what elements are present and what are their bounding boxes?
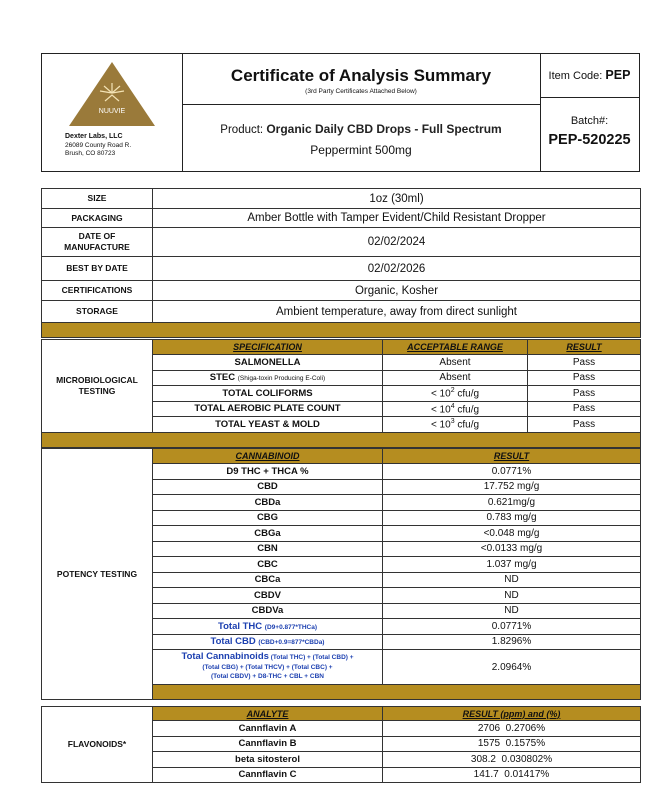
range-base: < 10 [430, 388, 451, 400]
cannabinoid-name: D9 THC + THCA % [153, 464, 383, 480]
analyte-pct: 0.2706% [505, 722, 546, 734]
column-header: SPECIFICATION [153, 340, 383, 355]
spec-range: Absent [383, 355, 528, 371]
divider-row [42, 323, 641, 338]
spec-result: Pass [528, 370, 641, 386]
product-name: Organic Daily CBD Drops - Full Spectrum [266, 122, 502, 136]
table-header-row [42, 449, 641, 464]
spec-range [383, 401, 528, 417]
potency-table [41, 448, 641, 700]
spec-range [383, 417, 528, 433]
analyte-name: beta sitosterol [153, 752, 383, 768]
total-thc-label: Total THC [218, 620, 263, 632]
product-info-table [41, 188, 641, 338]
total-cbd-label: Total CBD [210, 636, 256, 648]
item-code [540, 68, 639, 82]
total-cannabinoids-note: (Total THC) + (Total CBD) + [270, 654, 354, 662]
info-value: 02/02/2024 [153, 228, 641, 257]
table-row [42, 281, 641, 301]
range-unit: cfu/g [454, 388, 480, 400]
info-label: CERTIFICATIONS [42, 281, 153, 301]
cannabinoid-result: <0.0133 mg/g [383, 541, 641, 557]
range-exponent: 2 [450, 387, 455, 395]
title-block [182, 54, 541, 171]
info-label: STORAGE [42, 301, 153, 323]
cannabinoid-name: CBC [153, 557, 383, 573]
range-unit: cfu/g [454, 419, 480, 431]
analyte-pct: 0.1575% [505, 738, 546, 750]
page-title: Certificate of Analysis Summary [230, 66, 492, 85]
spec-name: TOTAL COLIFORMS [153, 386, 383, 402]
total-cannabinoids-note: (Total CBDV) + D8-THC + CBL + CBN [211, 673, 324, 681]
spec-name: SALMONELLA [153, 355, 383, 371]
company-address-line1: 26089 County Road R. [65, 141, 132, 149]
analyte-name: Cannflavin B [153, 736, 383, 752]
range-base: < 10 [430, 403, 451, 415]
analyte-pct: 0.030802% [501, 753, 553, 765]
total-thc-note: (D9+0.877*THCa) [264, 623, 317, 631]
svg-text:NUUVIE: NUUVIE [98, 108, 126, 115]
info-value: Ambient temperature, away from direct sunlight [153, 301, 641, 323]
column-header: RESULT [383, 449, 641, 464]
table-header-row [42, 340, 641, 355]
section-label-potency: POTENCY TESTING [42, 449, 153, 700]
analyte-ppm: 1575 [477, 738, 501, 750]
spec-note: (Shiga-toxin Producing E-Coli) [237, 375, 326, 383]
cannabinoid-result: ND [383, 588, 641, 604]
spec-name: TOTAL YEAST & MOLD [153, 417, 383, 433]
cannabinoid-result: 0.783 mg/g [383, 510, 641, 526]
table-row [42, 228, 641, 257]
cannabinoid-name: CBN [153, 541, 383, 557]
info-label: PACKAGING [42, 209, 153, 228]
id-block [540, 54, 639, 171]
microbiological-table [41, 339, 641, 448]
cannabinoid-result: <0.048 mg/g [383, 526, 641, 542]
total-thc-name [153, 619, 383, 635]
analyte-name: Cannflavin C [153, 767, 383, 783]
cannabinoid-result: 0.0771% [383, 464, 641, 480]
brand-logo-icon [67, 61, 157, 127]
column-header: RESULT [528, 340, 641, 355]
range-unit: cfu/g [454, 403, 480, 415]
flavonoids-table [41, 706, 641, 783]
page-subtitle: (3rd Party Certificates Attached Below) [305, 88, 417, 95]
info-label: DATE OF MANUFACTURE [42, 228, 153, 257]
info-value: 02/02/2026 [153, 257, 641, 281]
analyte-name: Cannflavin A [153, 721, 383, 737]
analyte-result [383, 736, 641, 752]
column-header: ACCEPTABLE RANGE [383, 340, 528, 355]
total-cannabinoids-label: Total Cannabinoids [181, 651, 269, 663]
cannabinoid-name: CBGa [153, 526, 383, 542]
info-value: 1oz (30ml) [153, 189, 641, 209]
range-base: < 10 [430, 419, 451, 431]
info-label: BEST BY DATE [42, 257, 153, 281]
spec-name [153, 370, 383, 386]
total-cannabinoids-result: 2.0964% [383, 650, 641, 685]
company-address [65, 133, 131, 159]
analyte-ppm: 2706 [477, 722, 501, 734]
info-value: Amber Bottle with Tamper Evident/Child Resistant Dropper [153, 209, 641, 228]
product-variant: Peppermint 500mg [310, 143, 412, 157]
table-row [42, 301, 641, 323]
spec-range: Absent [383, 370, 528, 386]
section-label-flavonoids: FLAVONOIDS* [42, 707, 153, 783]
product-prefix: Product: [220, 124, 264, 136]
cannabinoid-result: ND [383, 603, 641, 619]
cannabinoid-name: CBDVa [153, 603, 383, 619]
cannabinoid-name: CBCa [153, 572, 383, 588]
column-header: ANALYTE [153, 707, 383, 721]
cannabinoid-name: CBDV [153, 588, 383, 604]
cannabinoid-result: 1.037 mg/g [383, 557, 641, 573]
spec-result: Pass [528, 355, 641, 371]
total-thc-result: 0.0771% [383, 619, 641, 635]
total-cbd-note: (CBD+0.9=877*CBDa) [258, 639, 325, 647]
analyte-ppm: 308.2 [470, 753, 496, 765]
product-line [182, 122, 540, 136]
company-address-line2: Brush, CO 80723 [65, 150, 116, 157]
table-row [42, 189, 641, 209]
spec-result: Pass [528, 401, 641, 417]
table-row [42, 257, 641, 281]
item-code-value: PEP [605, 68, 631, 82]
batch-label: Batch#: [570, 115, 609, 127]
total-cannabinoids-name [153, 650, 383, 685]
company-name: Dexter Labs, LLC [65, 133, 123, 140]
cannabinoid-result: ND [383, 572, 641, 588]
cannabinoid-name: CBG [153, 510, 383, 526]
total-cbd-name [153, 634, 383, 650]
cannabinoid-name: CBD [153, 479, 383, 495]
analyte-result [383, 767, 641, 783]
column-header: CANNABINOID [153, 449, 383, 464]
section-label-micro: MICROBIOLOGICAL TESTING [42, 340, 153, 433]
spec-name: TOTAL AEROBIC PLATE COUNT [153, 401, 383, 417]
range-exponent: 4 [450, 402, 455, 410]
spec-range [383, 386, 528, 402]
table-row [42, 209, 641, 228]
spec-name-text: STEC [209, 372, 236, 384]
analyte-result [383, 752, 641, 768]
analyte-ppm: 141.7 [473, 769, 499, 781]
certificate-header [41, 53, 640, 172]
spec-result: Pass [528, 417, 641, 433]
total-cbd-result: 1.8296% [383, 634, 641, 650]
company-block [42, 54, 183, 171]
analyte-pct: 0.01417% [504, 769, 550, 781]
range-exponent: 3 [450, 418, 455, 426]
analyte-result [383, 721, 641, 737]
cannabinoid-name: CBDa [153, 495, 383, 511]
batch-number: PEP-520225 [548, 132, 631, 148]
divider-row [42, 432, 641, 447]
spec-result: Pass [528, 386, 641, 402]
cannabinoid-result: 17.752 mg/g [383, 479, 641, 495]
table-header-row [42, 707, 641, 721]
column-header: RESULT (ppm) and (%) [383, 707, 641, 721]
info-value: Organic, Kosher [153, 281, 641, 301]
info-label: SIZE [42, 189, 153, 209]
total-cannabinoids-note: (Total CBG) + (Total THCV) + (Total CBC) + [202, 663, 333, 671]
item-code-label: Item Code: [548, 70, 603, 82]
cannabinoid-result: 0.621mg/g [383, 495, 641, 511]
